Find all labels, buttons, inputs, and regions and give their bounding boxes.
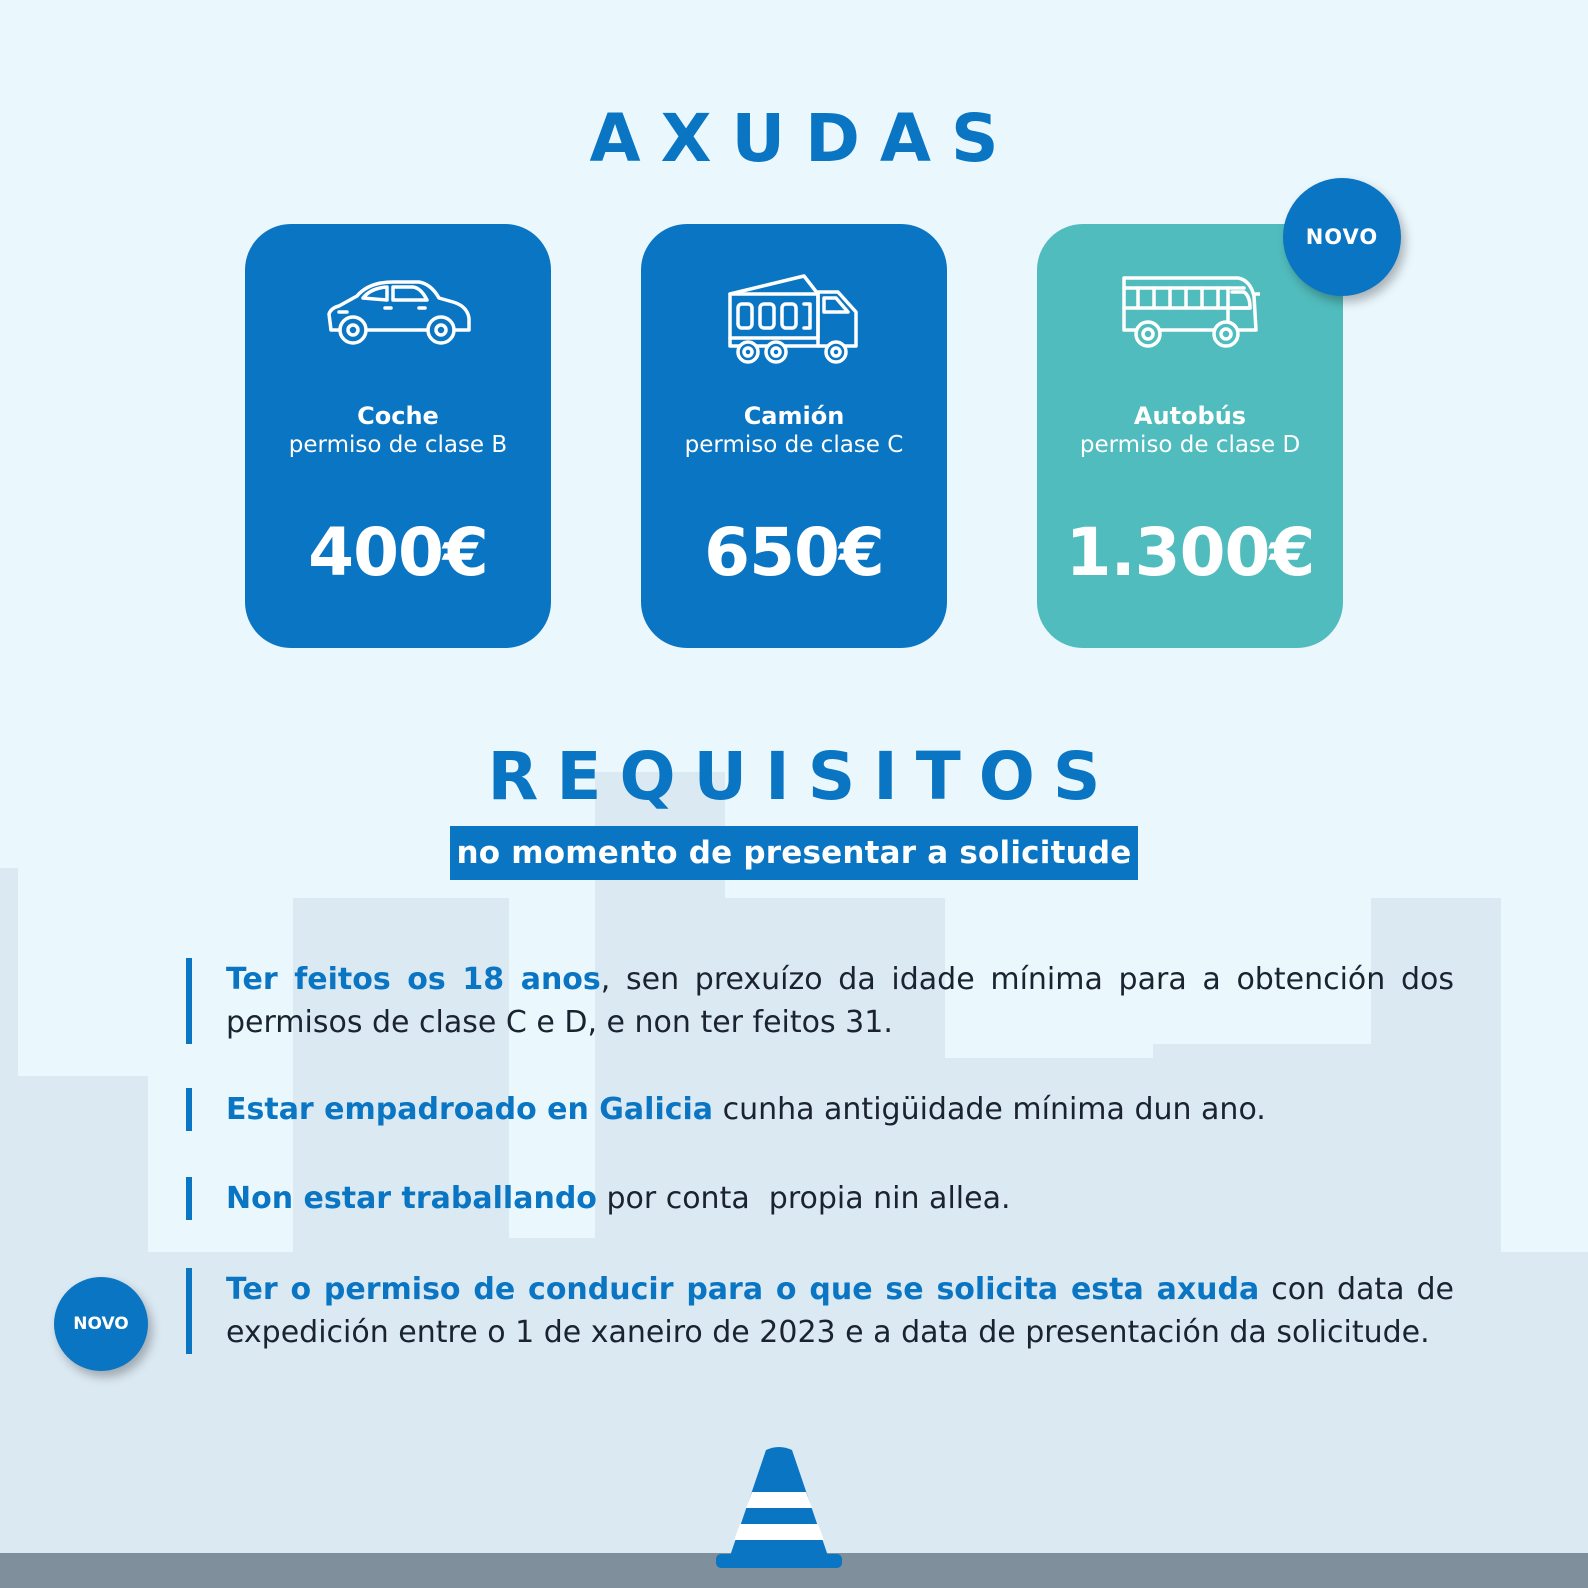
requirement-highlight: Ter o permiso de conducir para o que se solicita esta axuda (226, 1272, 1260, 1307)
novo-badge: NOVO (54, 1277, 148, 1371)
requirement-text: cunha antigüidade mínima dun ano. (713, 1092, 1266, 1127)
requirement-item (186, 958, 1454, 1044)
card-name: Camión (743, 402, 845, 430)
truck-icon (641, 272, 947, 372)
requisitos-subtitle: no momento de presentar a solicitude (450, 826, 1138, 880)
requirement-item (186, 1088, 1454, 1131)
requirement-text: con data de expedición entre o 1 de xaneiro de 2023 e a data de presentación da solicitude. (226, 1272, 1454, 1350)
requirement-item (186, 1268, 1454, 1354)
requirement-highlight: Ter feitos os 18 anos (226, 962, 601, 997)
novo-badge: NOVO (1283, 178, 1401, 296)
requirement-highlight: Estar empadroado en Galicia (226, 1092, 714, 1127)
requirement-text: por conta propia nin allea. (596, 1181, 1011, 1216)
card-amount: 1.300€ (1065, 514, 1315, 591)
bus-icon (1037, 272, 1343, 372)
axudas-title: AXUDAS (589, 100, 1019, 177)
card-camion (641, 224, 947, 648)
card-coche (245, 224, 551, 648)
requirement-text: , sen prexuízo da idade mínima para a obtención dos permisos de clase C e D, e non ter feitos 31. (226, 962, 1454, 1040)
card-amount: 650€ (704, 514, 884, 591)
car-icon (245, 272, 551, 372)
card-name: Autobús (1133, 402, 1247, 430)
requisitos-title: REQUISITOS (487, 738, 1119, 815)
card-autobus (1037, 224, 1343, 648)
requirement-item (186, 1177, 1454, 1220)
card-amount: 400€ (308, 514, 488, 591)
card-permit-class: permiso de clase B (288, 432, 508, 458)
requirement-highlight: Non estar traballando (226, 1181, 597, 1216)
card-permit-class: permiso de clase D (1079, 432, 1301, 458)
traffic-cone-icon (716, 1444, 842, 1574)
card-permit-class: permiso de clase C (684, 432, 904, 458)
card-name: Coche (357, 402, 439, 430)
